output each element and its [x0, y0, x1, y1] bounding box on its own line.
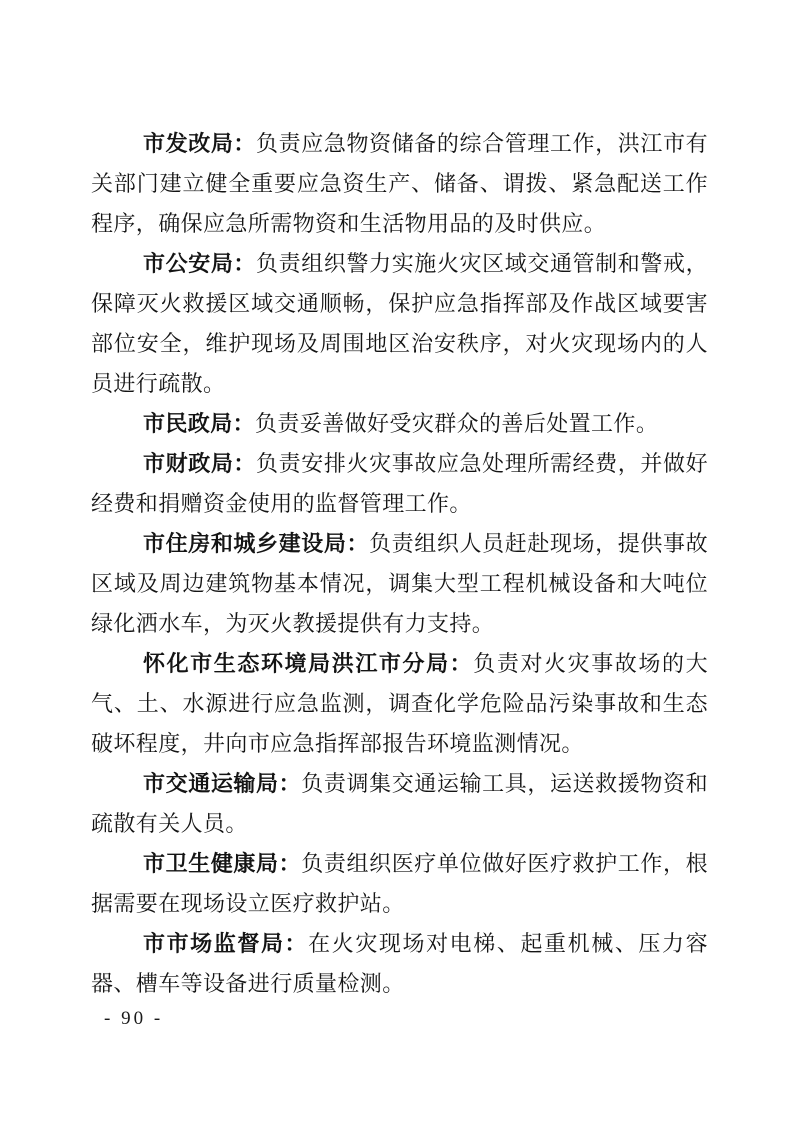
paragraph-text: 负责应急物资储备的综合管理工作，洪江市有关部门建立健全重要应急资生产、储备、谓拨、紧急配送工作程序，确保应急所需物资和生活物用品的及时供应。 [91, 131, 708, 236]
paragraph-civil-affairs-bureau [91, 404, 708, 444]
agency-name: 市发改局： [143, 131, 257, 156]
agency-name: 怀化市生态环境局洪江市分局： [143, 651, 474, 676]
paragraph-text: 在火灾现场对电梯、起重机械、压力容器、槽车等设备进行质量检测。 [91, 931, 708, 996]
agency-name: 市公安局： [143, 251, 257, 276]
agency-name: 市卫生健康局： [143, 851, 302, 876]
paragraph-text: 负责组织警力实施火灾区域交通管制和警戒，保障灭火救援区域交通顺畅，保护应急指挥部及作战区域要害部位安全，维护现场及周围地区治安秩序，对火灾现场内的人员进行疏散。 [91, 251, 708, 396]
paragraph-text: 负责调集交通运输工具，运送救援物资和疏散有关人员。 [91, 771, 708, 836]
paragraph-housing-urban-rural-bureau [91, 524, 708, 644]
paragraph-health-commission [91, 844, 708, 924]
paragraph-transportation-bureau [91, 764, 708, 844]
agency-name: 市民政局： [143, 411, 256, 436]
agency-name: 市住房和城乡建设局： [143, 531, 370, 556]
paragraph-ecology-environment-branch [91, 644, 708, 764]
agency-name: 市交通运输局： [143, 771, 302, 796]
paragraph-development-reform-bureau [91, 124, 708, 244]
paragraph-text: 负责组织人员赶赴现场，提供事故区域及周边建筑物基本情况，调集大型工程机械设备和大吨位绿化洒水车，为灭火教援提供有力支持。 [91, 531, 708, 636]
page-number: - 90 - [104, 1008, 164, 1029]
paragraph-text: 负责对火灾事故场的大气、土、水源进行应急监测，调查化学危险品污染事故和生态破坏程度，井向市应急指挥部报告环境监测情况。 [91, 651, 708, 756]
agency-name: 市财政局： [143, 451, 257, 476]
paragraph-text: 负责妥善做好受灾群众的善后处置工作。 [255, 411, 659, 436]
paragraph-public-security-bureau [91, 244, 708, 404]
paragraph-market-supervision-bureau [91, 924, 708, 1004]
paragraph-finance-bureau [91, 444, 708, 524]
agency-name: 市市场监督局： [143, 931, 309, 956]
document-body [91, 124, 708, 1004]
paragraph-text: 负责组织医疗单位做好医疗救护工作，根据需要在现场设立医疗救护站。 [91, 851, 708, 916]
paragraph-text: 负责安排火灾事故应急处理所需经费，并做好经费和捐赠资金使用的监督管理工作。 [91, 451, 708, 516]
